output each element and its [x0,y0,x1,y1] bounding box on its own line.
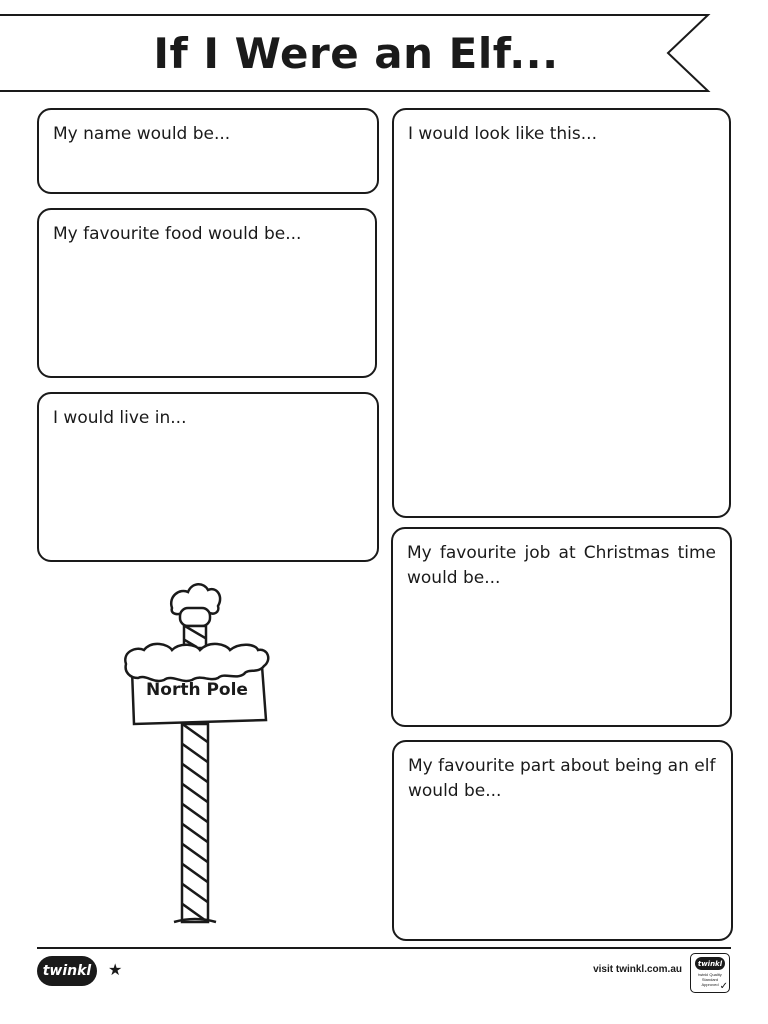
favourite-food-prompt: My favourite food would be... [53,224,302,244]
star-icon: ★ [108,960,123,979]
live-in-box[interactable] [37,392,379,562]
look-like-prompt: I would look like this... [408,124,597,144]
check-icon: ✓ [719,981,728,992]
name-prompt: My name would be... [53,124,231,144]
favourite-part-prompt: My favourite part about being an elf would be... [408,756,716,801]
look-like-box[interactable] [392,108,731,518]
favourite-part-box[interactable] [392,740,733,941]
badge-text: twinkl Quality Standard Approved [698,972,722,987]
footer-divider [37,947,731,949]
twinkl-logo[interactable] [37,956,97,986]
name-box[interactable] [37,108,379,194]
favourite-food-box[interactable] [37,208,377,378]
twinkl-logo-text: twinkl [42,963,92,979]
north-pole-label: North Pole [146,680,248,700]
north-pole-sign-icon [118,578,274,930]
page-title: If I Were an Elf... [153,28,559,78]
badge-logo-icon: twinkl [695,957,725,970]
quality-standard-badge [690,953,730,993]
favourite-job-box[interactable] [391,527,732,727]
visit-link[interactable]: visit twinkl.com.au [593,964,682,975]
favourite-job-prompt: My favourite job at Christmas time would be... [407,543,716,588]
live-in-prompt: I would live in... [53,408,187,428]
